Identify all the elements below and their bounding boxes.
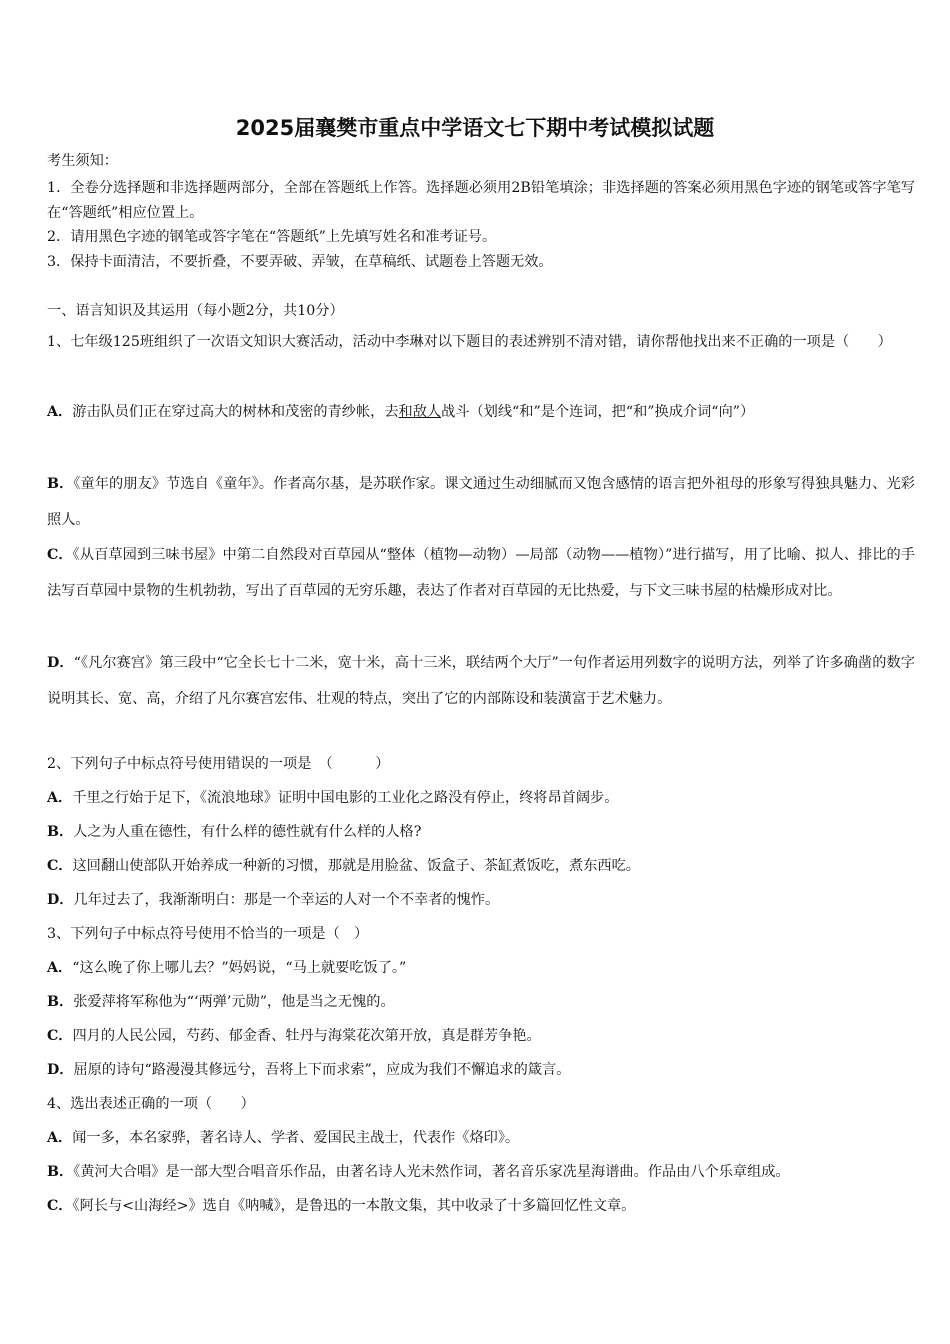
option-c-text: 《从百草园到三味书屋》中第二自然段对百草园从“整体（植物—动物）—局部（动物——植物）”进行描写，用了比喻、拟人、排比的手法写百草园中景物的生机勃勃，写出了百草园的无穷乐趣，表达了作者对百草园的无比热爱，与下文三味书屋的枯燥形成对比。 [47, 547, 916, 599]
option-c-text: 这回翻山使部队开始养成一种新的习惯，那就是用脸盆、饭盒子、茶缸煮饭吃，煮东西吃。 [72, 858, 640, 874]
option-d-text: “《凡尔赛宫》第三段中“它全长七十二米，宽十米，高十三米，联结两个大厅”一句作者运用列数字的说明方法，列举了许多确凿的数字说明其长、宽、高，介绍了凡尔赛宫宏伟、壮观的特点，突出了它的内部陈设和装潢富于艺术魅力。 [47, 655, 915, 707]
option-letter: B． [47, 1164, 74, 1180]
question-1-option-c [47, 537, 915, 609]
option-letter: D． [47, 1062, 74, 1078]
option-letter: C． [47, 1198, 73, 1214]
option-letter: B． [47, 476, 74, 492]
question-1-stem: 1、七年级125班组织了一次语文知识大赛活动，活动中李琳对以下题目的表述辨别不清对错，请你帮他找出来不正确的一项是（ ） [47, 334, 892, 350]
question-4-option-c [47, 1195, 919, 1215]
option-a-text-post: 战斗（划线“和”是个连词，把“和”换成介词“向”） [441, 404, 755, 420]
option-letter: A． [47, 404, 73, 420]
question-2-option-d [47, 889, 919, 909]
option-a-underlined: 和敌人 [398, 404, 442, 420]
question-3-option-d [47, 1059, 919, 1079]
question-1-option-a [47, 394, 915, 430]
option-letter: C． [47, 547, 73, 563]
notice-heading: 考生须知： [47, 153, 118, 169]
option-letter: B． [47, 994, 74, 1010]
notice-item-1: 1．全卷分选择题和非选择题两部分，全部在答题纸上作答。选择题必须用2B铅笔填涂；非选择题的答案必须用黑色字迹的钢笔或答字笔写在“答题纸”相应位置上。 [47, 180, 915, 221]
option-letter: A． [47, 790, 73, 806]
option-c-text: 四月的人民公园，芍药、郁金香、牡丹与海棠花次第开放，真是群芳争艳。 [72, 1028, 541, 1044]
page-title: 2025届襄樊市重点中学语文七下期中考试模拟试题 [235, 116, 715, 140]
question-3-option-a [47, 957, 919, 977]
question-2-option-c [47, 855, 919, 875]
question-2-stem: 2、下列句子中标点符号使用错误的一项是 （ ） [47, 756, 390, 772]
question-4-option-b [47, 1161, 919, 1181]
question-3-option-b [47, 991, 919, 1011]
option-b-text: 人之为人重在德性，有什么样的德性就有什么样的人格? [73, 824, 422, 840]
option-a-text-pre: 游击队员们正在穿过高大的树林和茂密的青纱帐，去 [72, 404, 399, 420]
question-2-option-b [47, 821, 919, 841]
question-4-stem: 4、选出表述正确的一项（ ） [47, 1096, 255, 1112]
question-4-option-a [47, 1127, 919, 1147]
option-a-text: “这么晚了你上哪儿去？”妈妈说，“马上就要吃饭了。” [72, 960, 407, 976]
notice-item-3: 3．保持卡面清洁，不要折叠，不要弄破、弄皱，在草稿纸、试题卷上答题无效。 [47, 254, 553, 270]
option-a-text: 闻一多，本名家骅，著名诗人、学者、爱国民主战士，代表作《烙印》。 [72, 1130, 520, 1146]
option-letter: C． [47, 1028, 73, 1044]
question-2-option-a [47, 787, 919, 807]
option-b-text: 张爱萍将军称他为“‘两弹’元勋”，他是当之无愧的。 [73, 994, 395, 1010]
option-d-text: 几年过去了，我渐渐明白：那是一个幸运的人对一个不幸者的愧怍。 [73, 892, 500, 908]
option-letter: D． [47, 892, 74, 908]
question-3-option-c [47, 1025, 919, 1045]
option-b-text: 《黄河大合唱》是一部大型合唱音乐作品，由著名诗人光未然作词，著名音乐家冼星海谱曲。作品由八个乐章组成。 [73, 1164, 790, 1180]
option-letter: D． [47, 655, 74, 671]
question-3-stem: 3、下列句子中标点符号使用不恰当的一项是（ ） [47, 926, 369, 942]
option-letter: B． [47, 824, 74, 840]
option-c-text: 《阿长与<山海经>》选自《呐喊》，是鲁迅的一本散文集，其中收录了十多篇回忆性文章。 [72, 1198, 636, 1214]
question-1-option-d [47, 645, 915, 717]
option-letter: A． [47, 1130, 73, 1146]
option-letter: C． [47, 858, 73, 874]
option-a-text: 千里之行始于足下，《流浪地球》证明中国电影的工业化之路没有停止，终将昂首阔步。 [72, 790, 619, 806]
notice-item-2: 2．请用黑色字迹的钢笔或答字笔在“答题纸”上先填写姓名和准考证号。 [47, 229, 497, 245]
question-1-option-b [47, 466, 915, 538]
section-heading: 一、语言知识及其运用（每小题2分，共10分） [47, 303, 344, 319]
option-b-text: 《童年的朋友》节选自《童年》。作者高尔基，是苏联作家。课文通过生动细腻而又饱含感情的语言把外祖母的形象写得独具魅力、光彩照人。 [47, 476, 915, 528]
option-d-text: 屈原的诗句“路漫漫其修远兮，吾将上下而求索”，应成为我们不懈追求的箴言。 [73, 1062, 571, 1078]
option-letter: A． [47, 960, 73, 976]
